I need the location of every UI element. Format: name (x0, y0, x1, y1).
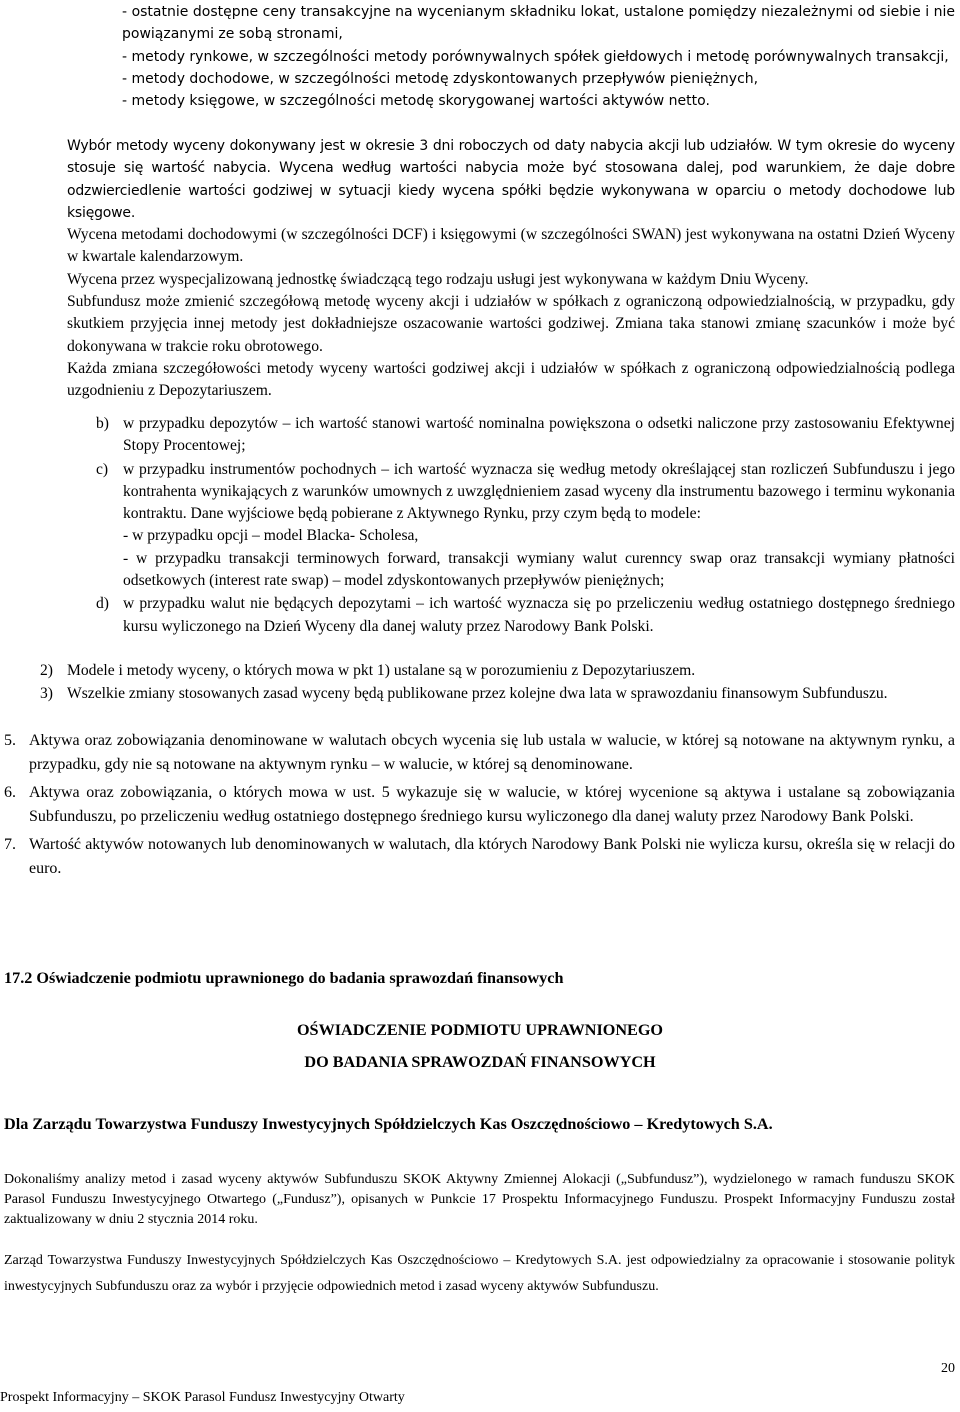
list-item (96, 593, 955, 638)
list-item-text: Wartość aktywów notowanych lub denominowanych w walutach, dla których Narodowy Bank Polski nie wylicza kursu, określa się w relacji do euro. (29, 836, 955, 877)
section-heading: 17.2 Oświadczenie podmiotu uprawnionego do badania sprawozdań finansowych (4, 969, 564, 987)
valuation-methods-list (122, 1, 955, 112)
numbered-list (40, 660, 955, 706)
list-item (4, 833, 955, 880)
list-item-label: c) (96, 460, 109, 478)
paragraph: Wybór metody wyceny dokonywany jest w okresie 3 dni roboczych od daty nabycia akcji lub udziałów. W tym okresie do wyceny stosuje się wartość nabycia. Wycena według wartości nabycia może być stosowana dalej, pod warunkiem, że daje dobre odzwierciedlenie wartości godziwej w sytuacji kiedy wycena spółki będzie wykonywana w oparciu o metody dochodowe lub księgowe. (67, 138, 955, 221)
list-item-text: w przypadku instrumentów pochodnych – ich wartość wyznacza się według metody określającej stan rozliczeń Subfunduszu i jego kontrahenta wynikających z warunków umownych z uwzględnieniem zasad wyceny dla instrumentu bazowego i terminu wykonania kontraktu. Dane wyjściowe będą pobierane z Aktywnego Rynku, przy czym będą to modele: (123, 460, 955, 523)
list-item-text: Wszelkie zmiany stosowanych zasad wyceny będą publikowane przez kolejne dwa lata w sprawozdaniu finansowym Subfunduszu. (67, 685, 888, 703)
list-item-text: Modele i metody wyceny, o których mowa w pkt 1) ustalane są w porozumieniu z Depozytariuszem. (67, 662, 696, 679)
list-item-text: w przypadku walut nie będących depozytami – ich wartość wyznacza się po przeliczeniu według ostatniego dostępnego średniego kursu wyliczonego na Dzień Wyceny dla danej waluty przez Narodowy Bank Polski. (123, 595, 955, 635)
list-item: - metody dochodowe, w szczególności metodę zdyskontowanych przepływów pieniężnych, (122, 70, 759, 87)
paragraph: Każda zmiana szczegółowości metody wyceny wartości godziwej akcji i udziałów w spółkach z ograniczoną odpowiedzialnością podlega uzgodnieniu z Depozytariuszem. (67, 359, 955, 400)
list-item-label: b) (96, 415, 109, 432)
list-item-text: - w przypadku opcji – model Blacka- Scholesa, (123, 527, 419, 545)
list-item (40, 660, 955, 682)
list-item-label: 2) (40, 662, 53, 679)
statement-title-line: OŚWIADCZENIE PODMIOTU UPRAWNIONEGO (296, 1021, 664, 1039)
list-item: - metody księgowe, w szczególności metodę skorygowanej wartości aktywów netto. (122, 93, 710, 110)
list-item (96, 459, 955, 593)
list-item-text: w przypadku depozytów – ich wartość stanowi wartość nominalna powiększona o odsetki naliczone przy zastosowaniu Efektywnej Stopy Procentowej; (123, 415, 955, 455)
list-item-text: Aktywa oraz zobowiązania, o których mowa w ust. 5 wykazuje się w walucie, w której wycenione są aktywa i ustalane są zobowiązania Subfunduszu, po przeliczeniu według ostatniego dostępnego średniego kursu wyliczonego dla danej waluty przez Narodowy Bank Polski. (29, 784, 955, 825)
list-item: - metody rynkowe, w szczególności metody porównywalnych spółek giełdowych i metodę porównywalnych transakcji, (122, 48, 949, 65)
valuation-paragraphs (67, 135, 955, 403)
list-item-label: 3) (40, 685, 53, 703)
statement-title-line: DO BADANIA SPRAWOZDAŃ FINANSOWYCH (304, 1053, 656, 1071)
list-item-label: d) (96, 595, 109, 613)
paragraph: Wycena metodami dochodowymi (w szczególności DCF) i księgowymi (w szczególności SWAN) jest wykonywana na ostatni Dzień Wyceny w kwartale kalendarzowym. (67, 226, 955, 266)
paragraph: Dokonaliśmy analizy metod i zasad wyceny aktywów Subfunduszu SKOK Aktywny Zmiennej Alokacji („Subfundusz”), wydzielonego w ramach funduszu SKOK Parasol Funduszu Inwestycyjnego Otwartego („Fundusz”), opisanych w Punkcie 17 Prospektu Informacyjnego Funduszu. Prospekt Informacyjny Funduszu został zaktualizowany w dniu 2 stycznia 2014 roku. (4, 1172, 955, 1227)
footer-text: Prospekt Informacyjny – SKOK Parasol Fundusz Inwestycyjny Otwarty (0, 1390, 405, 1405)
list-item-text: - w przypadku transakcji terminowych forward, transakcji wymiany walut curennсy swap oraz transakcji wymiany płatności odsetkowych (interest rate swap) – model zdyskontowanych przepływów pieniężnych; (123, 549, 955, 590)
list-item-label: 7. (4, 836, 16, 853)
addressee: Dla Zarządu Towarzystwa Funduszy Inwestycyjnych Spółdzielczych Kas Oszczędnościowo – Kredytowych S.A. (4, 1115, 773, 1133)
list-item (96, 413, 955, 458)
page-number: 20 (941, 1361, 955, 1376)
paragraph: Wycena przez wyspecjalizowaną jednostkę świadczącą tego rodzaju usługi jest wykonywana w każdym Dniu Wyceny. (67, 270, 809, 288)
section-points-list (4, 729, 955, 880)
paragraph: Zarząd Towarzystwa Funduszy Inwestycyjnych Spółdzielczych Kas Oszczędnościowo – Kredytowych S.A. jest odpowiedzialny za opracowanie i stosowanie polityk inwestycyjnych Subfunduszu oraz za wybór i przyjęcie odpowiednich metod i zasad wyceny aktywów Subfunduszu. (4, 1253, 955, 1294)
paragraph: Subfundusz może zmienić szczegółową metodę wyceny akcji i udziałów w spółkach z ograniczoną odpowiedzialnością, w przypadku, gdy skutkiem przyjęcia innej metody jest dokładniejsze oszacowanie wartości godziwej. Zmiana taka stanowi zmianę szacunków i może być dokonywana w trakcie roku obrotowego. (67, 293, 955, 355)
list-item (40, 683, 955, 705)
lettered-list (96, 413, 955, 638)
list-item (4, 729, 955, 776)
list-item-label: 5. (4, 732, 16, 749)
list-item-text: Aktywa oraz zobowiązania denominowane w walutach obcych wycenia się lub ustala w walucie, w której są notowane na aktywnym rynku, a przypadku, gdy nie są notowane na aktywnym rynku – w walucie, w której są denominowane. (29, 732, 955, 773)
list-item (4, 781, 955, 828)
statement-title (0, 1014, 960, 1078)
list-item: - ostatnie dostępne ceny transakcyjne na wycenianym składniku lokat, ustalone pomiędzy niezależnymi od siebie i nie powiązanymi ze sobą stronami, (122, 4, 955, 43)
list-item-label: 6. (4, 784, 16, 801)
